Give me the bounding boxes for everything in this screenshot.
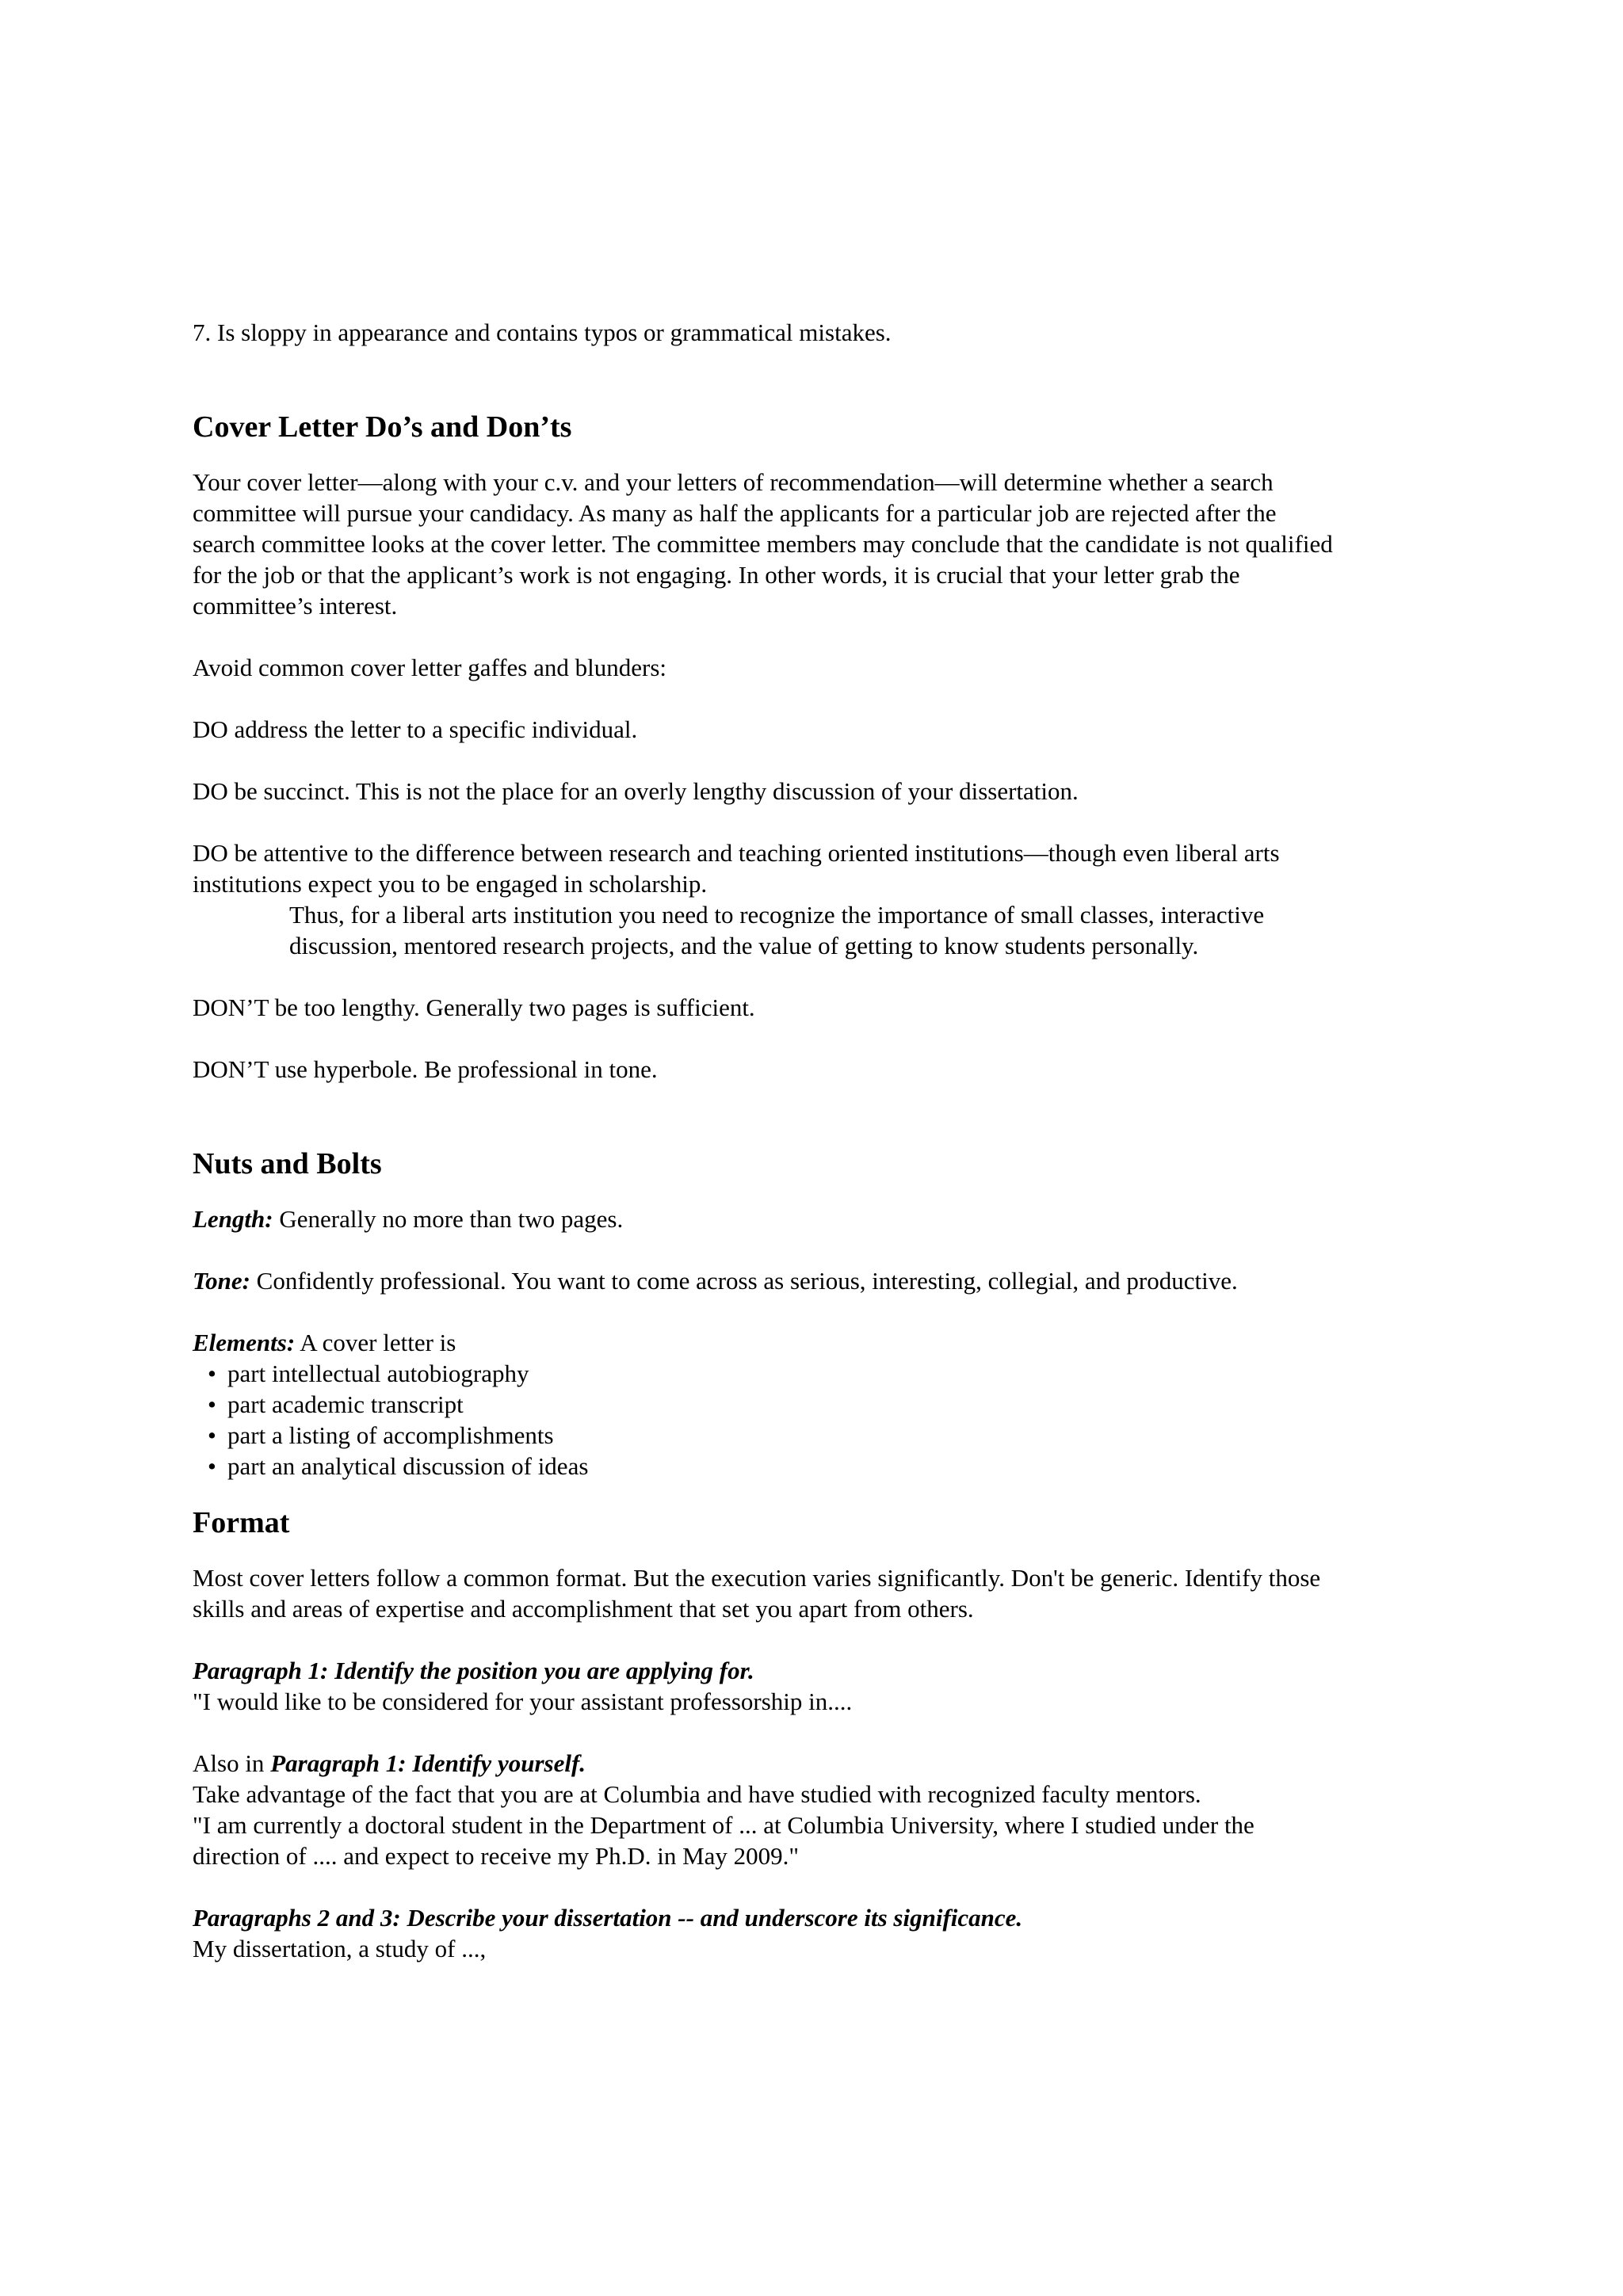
dont-hyperbole-item: DON’T use hyperbole. Be professional in tone. bbox=[193, 1055, 658, 1083]
take-advantage-text: Take advantage of the fact that you are at Columbia and have studied with recognized faculty mentors. bbox=[193, 1780, 1201, 1808]
paragraph-line: DO be attentive to the difference between research and teaching oriented institutions—though even liberal arts bbox=[193, 839, 1280, 867]
dont-lengthy-item: DON’T be too lengthy. Generally two pages is sufficient. bbox=[193, 994, 755, 1021]
cover-intro-paragraph bbox=[193, 467, 1461, 621]
format-intro-paragraph bbox=[193, 1562, 1461, 1624]
list-item-text: part academic transcript bbox=[227, 1390, 464, 1418]
paragraph-line: committee’s interest. bbox=[193, 592, 398, 620]
length-label: Length: bbox=[193, 1205, 273, 1233]
list-item bbox=[193, 1389, 1461, 1420]
length-item bbox=[193, 1203, 1461, 1234]
paragraph-line: committee will pursue your candidacy. As many as half the applicants for a particular job are rejected after the bbox=[193, 499, 1277, 527]
also-prefix: Also in bbox=[193, 1749, 271, 1777]
length-text: Generally no more than two pages. bbox=[273, 1205, 624, 1233]
paragraph-line: skills and areas of expertise and accomplishment that set you apart from others. bbox=[193, 1595, 974, 1623]
paragraphs-2-3-heading: Paragraphs 2 and 3: Describe your dissertation -- and underscore its significance. bbox=[193, 1904, 1023, 1932]
nuts-and-bolts-heading: Nuts and Bolts bbox=[193, 1147, 382, 1180]
paragraph-line: discussion, mentored research projects, and the value of getting to know students personally. bbox=[289, 932, 1199, 959]
list-item-text: part an analytical discussion of ideas bbox=[227, 1452, 589, 1480]
elements-bullet-list bbox=[193, 1358, 1461, 1482]
bullet-icon: • bbox=[208, 1390, 216, 1418]
paragraph-1-heading: Paragraph 1: Identify the position you are applying for. bbox=[193, 1657, 754, 1684]
list-item-text: part intellectual autobiography bbox=[227, 1360, 529, 1387]
paragraph-line: direction of .... and expect to receive my Ph.D. in May 2009." bbox=[193, 1842, 800, 1870]
paragraph-line: search committee looks at the cover letter. The committee members may conclude that the candidate is not qualified bbox=[193, 530, 1333, 558]
do-attentive-item bbox=[193, 837, 1461, 961]
bullet-icon: • bbox=[208, 1360, 216, 1387]
paragraph-line: for the job or that the applicant’s work is not engaging. In other words, it is crucial that your letter grab the bbox=[193, 561, 1240, 589]
elements-text: A cover letter is bbox=[295, 1329, 456, 1356]
elements-item bbox=[193, 1327, 1461, 1358]
intro-list-item: 7. Is sloppy in appearance and contains typos or grammatical mistakes. bbox=[193, 318, 892, 346]
page-content bbox=[193, 317, 1461, 1964]
also-paragraph-1-line bbox=[193, 1748, 1461, 1779]
bullet-icon: • bbox=[208, 1421, 216, 1449]
cover-letter-heading: Cover Letter Do’s and Don’ts bbox=[193, 410, 572, 444]
list-item bbox=[193, 1451, 1461, 1482]
bullet-icon: • bbox=[208, 1452, 216, 1480]
do-address-item: DO address the letter to a specific individual. bbox=[193, 715, 638, 743]
list-item bbox=[193, 1420, 1461, 1451]
paragraph-line: Thus, for a liberal arts institution you need to recognize the importance of small classes, interactive bbox=[289, 901, 1265, 929]
tone-text: Confidently professional. You want to come across as serious, interesting, collegial, and productive. bbox=[250, 1267, 1238, 1295]
tone-item bbox=[193, 1265, 1461, 1296]
list-item-text: part a listing of accomplishments bbox=[227, 1421, 554, 1449]
dissertation-text: My dissertation, a study of ..., bbox=[193, 1935, 487, 1962]
paragraph-line: Most cover letters follow a common format. But the execution varies significantly. Don't be generic. Identify those bbox=[193, 1564, 1321, 1592]
liberal-arts-note bbox=[193, 899, 1461, 961]
paragraph-line: Your cover letter—along with your c.v. and your letters of recommendation—will determine whether a search bbox=[193, 468, 1274, 496]
avoid-gaffes-text: Avoid common cover letter gaffes and blunders: bbox=[193, 654, 667, 681]
paragraph-line: "I am currently a doctoral student in the Department of ... at Columbia University, where I studied under the bbox=[193, 1811, 1254, 1839]
list-item bbox=[193, 1358, 1461, 1389]
paragraph-line: institutions expect you to be engaged in scholarship. bbox=[193, 870, 708, 898]
format-heading: Format bbox=[193, 1506, 290, 1539]
tone-label: Tone: bbox=[193, 1267, 250, 1295]
identify-yourself-heading: Paragraph 1: Identify yourself. bbox=[270, 1749, 586, 1777]
elements-label: Elements: bbox=[193, 1329, 296, 1356]
paragraph-1-quote: "I would like to be considered for your assistant professorship in.... bbox=[193, 1688, 853, 1715]
do-succinct-item: DO be succinct. This is not the place for an overly lengthy discussion of your dissertation. bbox=[193, 777, 1079, 805]
